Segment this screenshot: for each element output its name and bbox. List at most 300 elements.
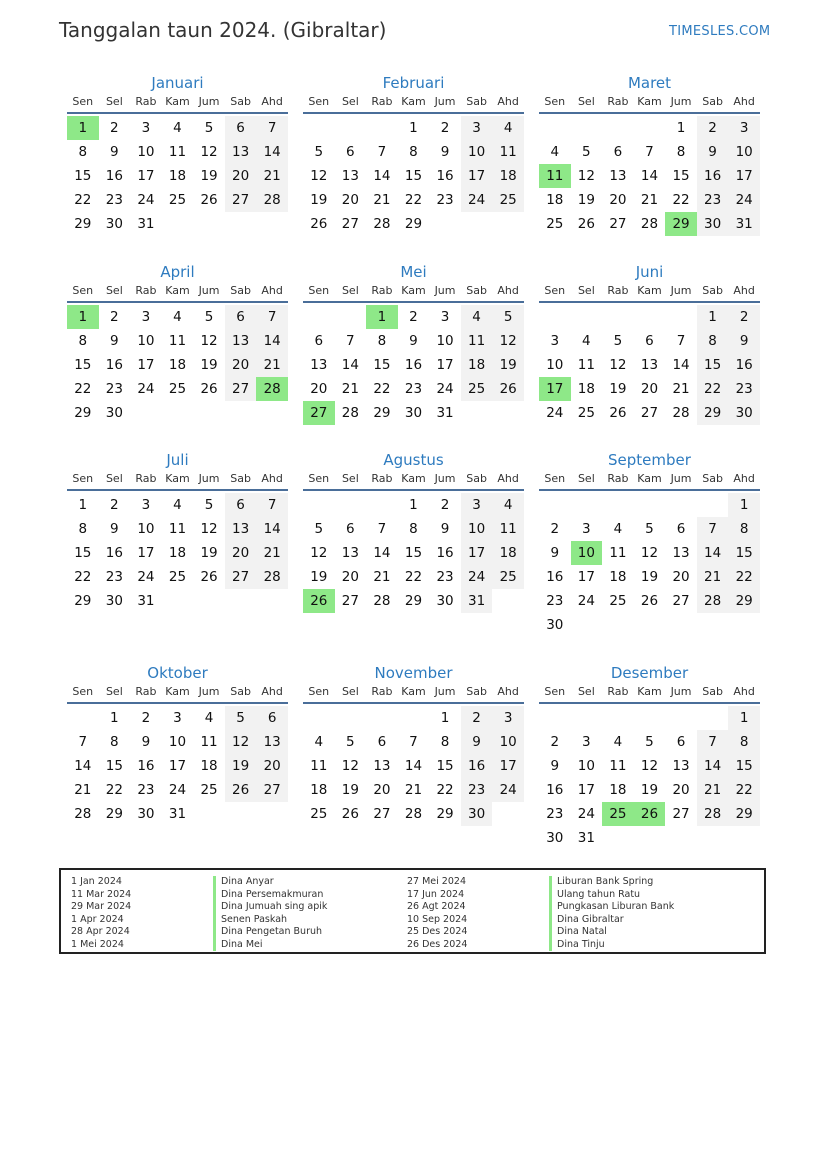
day-cell[interactable]: 25 — [310, 806, 328, 822]
day-cell[interactable]: 11 — [168, 521, 187, 537]
day-cell[interactable]: 23 — [105, 381, 123, 397]
day-cell[interactable]: 10 — [137, 521, 155, 537]
day-cell[interactable]: 1 — [728, 493, 760, 517]
day-cell[interactable]: 7 — [676, 333, 686, 349]
day-cell[interactable]: 12 — [310, 545, 328, 561]
day-cell[interactable]: 23 — [436, 569, 454, 585]
day-cell[interactable]: 31 — [168, 806, 187, 822]
day-cell[interactable]: 27 — [672, 806, 690, 822]
day-cell[interactable]: 30 — [546, 830, 564, 846]
day-cell[interactable]: 19 — [200, 168, 218, 184]
day-cell[interactable]: 11 — [492, 140, 524, 164]
day-cell[interactable]: 22 — [728, 778, 760, 802]
day-cell[interactable]: 20 — [672, 782, 690, 798]
day-cell[interactable]: 23 — [105, 192, 123, 208]
day-cell[interactable]: 13 — [225, 140, 257, 164]
day-cell[interactable]: 21 — [256, 353, 288, 377]
day-cell[interactable]: 17 — [728, 164, 760, 188]
day-cell[interactable]: 5 — [204, 309, 214, 325]
day-cell[interactable]: 8 — [440, 734, 450, 750]
day-cell[interactable]: 28 — [373, 593, 391, 609]
day-cell[interactable]: 1 — [409, 497, 418, 513]
day-cell[interactable]: 10 — [168, 734, 187, 750]
day-cell[interactable]: 2 — [550, 521, 560, 537]
day-cell[interactable]: 14 — [373, 545, 391, 561]
day-cell[interactable]: 2 — [110, 120, 119, 136]
day-cell[interactable]: 20 — [310, 381, 328, 397]
day-cell[interactable]: 27 — [225, 565, 257, 589]
day-cell[interactable]: 24 — [461, 188, 493, 212]
day-cell[interactable]: 14 — [74, 758, 92, 774]
day-cell[interactable]: 7 — [256, 116, 288, 140]
day-cell[interactable]: 4 — [492, 493, 524, 517]
day-cell[interactable]: 4 — [173, 120, 182, 136]
day-cell[interactable]: 26 — [225, 778, 257, 802]
day-cell[interactable]: 15 — [436, 758, 454, 774]
day-cell[interactable]: 20 — [373, 782, 391, 798]
day-cell[interactable]: 7 — [78, 734, 88, 750]
holiday-day-cell[interactable]: 26 — [303, 589, 335, 613]
day-cell[interactable]: 7 — [256, 305, 288, 329]
day-cell[interactable]: 26 — [609, 405, 627, 421]
day-cell[interactable]: 15 — [404, 168, 423, 184]
day-cell[interactable]: 21 — [341, 381, 359, 397]
day-cell[interactable]: 12 — [200, 521, 218, 537]
day-cell[interactable]: 31 — [728, 212, 760, 236]
day-cell[interactable]: 2 — [461, 706, 493, 730]
day-cell[interactable]: 1 — [676, 120, 686, 136]
day-cell[interactable]: 28 — [697, 589, 729, 613]
day-cell[interactable]: 28 — [640, 216, 659, 232]
day-cell[interactable]: 6 — [377, 734, 387, 750]
holiday-day-cell[interactable]: 1 — [67, 305, 99, 329]
day-cell[interactable]: 8 — [409, 521, 418, 537]
day-cell[interactable]: 18 — [168, 357, 187, 373]
day-cell[interactable]: 17 — [137, 357, 155, 373]
day-cell[interactable]: 20 — [225, 353, 257, 377]
day-cell[interactable]: 19 — [310, 192, 328, 208]
day-cell[interactable]: 24 — [461, 565, 493, 589]
day-cell[interactable]: 29 — [404, 216, 423, 232]
day-cell[interactable]: 13 — [341, 168, 359, 184]
day-cell[interactable]: 4 — [550, 144, 560, 160]
day-cell[interactable]: 17 — [577, 569, 595, 585]
day-cell[interactable]: 8 — [78, 333, 88, 349]
day-cell[interactable]: 24 — [137, 569, 155, 585]
day-cell[interactable]: 19 — [225, 754, 257, 778]
day-cell[interactable]: 5 — [645, 734, 654, 750]
day-cell[interactable]: 24 — [577, 806, 595, 822]
day-cell[interactable]: 18 — [609, 782, 627, 798]
day-cell[interactable]: 25 — [200, 782, 218, 798]
day-cell[interactable]: 24 — [577, 593, 595, 609]
day-cell[interactable]: 10 — [577, 758, 595, 774]
day-cell[interactable]: 23 — [137, 782, 155, 798]
day-cell[interactable]: 2 — [728, 305, 760, 329]
day-cell[interactable]: 8 — [697, 329, 729, 353]
day-cell[interactable]: 26 — [200, 192, 218, 208]
day-cell[interactable]: 17 — [168, 758, 187, 774]
day-cell[interactable]: 25 — [492, 188, 524, 212]
day-cell[interactable]: 18 — [609, 569, 627, 585]
day-cell[interactable]: 1 — [440, 710, 450, 726]
day-cell[interactable]: 31 — [137, 593, 155, 609]
day-cell[interactable]: 3 — [582, 734, 591, 750]
day-cell[interactable]: 13 — [225, 517, 257, 541]
day-cell[interactable]: 2 — [409, 309, 418, 325]
day-cell[interactable]: 3 — [141, 120, 151, 136]
day-cell[interactable]: 3 — [440, 309, 450, 325]
day-cell[interactable]: 26 — [640, 593, 659, 609]
day-cell[interactable]: 19 — [200, 545, 218, 561]
day-cell[interactable]: 5 — [314, 144, 324, 160]
day-cell[interactable]: 9 — [110, 521, 119, 537]
day-cell[interactable]: 21 — [74, 782, 92, 798]
day-cell[interactable]: 14 — [341, 357, 359, 373]
day-cell[interactable]: 1 — [78, 497, 88, 513]
day-cell[interactable]: 14 — [256, 329, 288, 353]
day-cell[interactable]: 21 — [697, 778, 729, 802]
day-cell[interactable]: 24 — [137, 381, 155, 397]
day-cell[interactable]: 16 — [105, 357, 123, 373]
day-cell[interactable]: 10 — [728, 140, 760, 164]
day-cell[interactable]: 13 — [225, 329, 257, 353]
day-cell[interactable]: 1 — [728, 706, 760, 730]
day-cell[interactable]: 8 — [110, 734, 119, 750]
day-cell[interactable]: 16 — [728, 353, 760, 377]
day-cell[interactable]: 7 — [697, 730, 729, 754]
day-cell[interactable]: 13 — [256, 730, 288, 754]
day-cell[interactable]: 2 — [141, 710, 151, 726]
day-cell[interactable]: 7 — [346, 333, 355, 349]
day-cell[interactable]: 6 — [676, 734, 686, 750]
day-cell[interactable]: 8 — [78, 521, 88, 537]
day-cell[interactable]: 7 — [409, 734, 418, 750]
day-cell[interactable]: 23 — [436, 192, 454, 208]
day-cell[interactable]: 1 — [409, 120, 418, 136]
day-cell[interactable]: 3 — [461, 116, 493, 140]
day-cell[interactable]: 26 — [200, 569, 218, 585]
day-cell[interactable]: 11 — [461, 329, 493, 353]
day-cell[interactable]: 6 — [314, 333, 324, 349]
day-cell[interactable]: 24 — [168, 782, 187, 798]
day-cell[interactable]: 8 — [377, 333, 387, 349]
day-cell[interactable]: 5 — [314, 521, 324, 537]
holiday-day-cell[interactable]: 17 — [539, 377, 571, 401]
day-cell[interactable]: 15 — [404, 545, 423, 561]
day-cell[interactable]: 13 — [609, 168, 627, 184]
day-cell[interactable]: 6 — [346, 521, 355, 537]
day-cell[interactable]: 28 — [341, 405, 359, 421]
day-cell[interactable]: 29 — [74, 216, 92, 232]
day-cell[interactable]: 15 — [74, 168, 92, 184]
day-cell[interactable]: 20 — [341, 569, 359, 585]
day-cell[interactable]: 20 — [672, 569, 690, 585]
day-cell[interactable]: 2 — [697, 116, 729, 140]
day-cell[interactable]: 18 — [461, 353, 493, 377]
day-cell[interactable]: 2 — [110, 497, 119, 513]
day-cell[interactable]: 14 — [697, 754, 729, 778]
day-cell[interactable]: 21 — [640, 192, 659, 208]
day-cell[interactable]: 5 — [204, 497, 214, 513]
day-cell[interactable]: 16 — [436, 545, 454, 561]
day-cell[interactable]: 27 — [341, 216, 359, 232]
day-cell[interactable]: 27 — [373, 806, 391, 822]
day-cell[interactable]: 15 — [74, 545, 92, 561]
day-cell[interactable]: 16 — [404, 357, 423, 373]
day-cell[interactable]: 21 — [373, 569, 391, 585]
day-cell[interactable]: 13 — [373, 758, 391, 774]
day-cell[interactable]: 23 — [404, 381, 423, 397]
day-cell[interactable]: 5 — [492, 305, 524, 329]
day-cell[interactable]: 2 — [550, 734, 560, 750]
day-cell[interactable]: 6 — [256, 706, 288, 730]
day-cell[interactable]: 9 — [141, 734, 151, 750]
day-cell[interactable]: 10 — [461, 517, 493, 541]
day-cell[interactable]: 7 — [377, 521, 387, 537]
day-cell[interactable]: 3 — [141, 309, 151, 325]
day-cell[interactable]: 13 — [341, 545, 359, 561]
day-cell[interactable]: 30 — [436, 593, 454, 609]
day-cell[interactable]: 26 — [341, 806, 359, 822]
day-cell[interactable]: 22 — [697, 377, 729, 401]
day-cell[interactable]: 15 — [697, 353, 729, 377]
day-cell[interactable]: 22 — [74, 569, 92, 585]
day-cell[interactable]: 11 — [310, 758, 328, 774]
day-cell[interactable]: 28 — [672, 405, 690, 421]
day-cell[interactable]: 5 — [204, 120, 214, 136]
day-cell[interactable]: 6 — [645, 333, 654, 349]
day-cell[interactable]: 4 — [314, 734, 324, 750]
day-cell[interactable]: 8 — [409, 144, 418, 160]
day-cell[interactable]: 4 — [173, 497, 182, 513]
day-cell[interactable]: 11 — [577, 357, 595, 373]
day-cell[interactable]: 13 — [640, 357, 659, 373]
day-cell[interactable]: 17 — [137, 545, 155, 561]
holiday-day-cell[interactable]: 28 — [256, 377, 288, 401]
day-cell[interactable]: 4 — [613, 521, 623, 537]
day-cell[interactable]: 6 — [225, 116, 257, 140]
day-cell[interactable]: 4 — [173, 309, 182, 325]
day-cell[interactable]: 19 — [200, 357, 218, 373]
day-cell[interactable]: 19 — [640, 569, 659, 585]
day-cell[interactable]: 25 — [168, 569, 187, 585]
day-cell[interactable]: 18 — [168, 168, 187, 184]
day-cell[interactable]: 3 — [728, 116, 760, 140]
day-cell[interactable]: 12 — [492, 329, 524, 353]
day-cell[interactable]: 19 — [492, 353, 524, 377]
day-cell[interactable]: 21 — [672, 381, 690, 397]
day-cell[interactable]: 18 — [492, 164, 524, 188]
day-cell[interactable]: 21 — [256, 541, 288, 565]
day-cell[interactable]: 3 — [550, 333, 560, 349]
day-cell[interactable]: 26 — [577, 216, 595, 232]
day-cell[interactable]: 9 — [697, 140, 729, 164]
day-cell[interactable]: 17 — [436, 357, 454, 373]
day-cell[interactable]: 31 — [137, 216, 155, 232]
day-cell[interactable]: 24 — [546, 405, 564, 421]
day-cell[interactable]: 6 — [676, 521, 686, 537]
day-cell[interactable]: 20 — [225, 541, 257, 565]
day-cell[interactable]: 9 — [461, 730, 493, 754]
day-cell[interactable]: 11 — [609, 758, 627, 774]
day-cell[interactable]: 2 — [110, 309, 119, 325]
day-cell[interactable]: 14 — [640, 168, 659, 184]
day-cell[interactable]: 16 — [105, 545, 123, 561]
day-cell[interactable]: 10 — [137, 333, 155, 349]
day-cell[interactable]: 29 — [436, 806, 454, 822]
day-cell[interactable]: 21 — [404, 782, 423, 798]
day-cell[interactable]: 6 — [613, 144, 623, 160]
day-cell[interactable]: 28 — [74, 806, 92, 822]
day-cell[interactable]: 9 — [550, 545, 560, 561]
day-cell[interactable]: 14 — [256, 140, 288, 164]
day-cell[interactable]: 12 — [341, 758, 359, 774]
day-cell[interactable]: 22 — [404, 569, 423, 585]
day-cell[interactable]: 1 — [697, 305, 729, 329]
day-cell[interactable]: 30 — [105, 405, 123, 421]
day-cell[interactable]: 8 — [78, 144, 88, 160]
day-cell[interactable]: 18 — [310, 782, 328, 798]
day-cell[interactable]: 29 — [74, 405, 92, 421]
day-cell[interactable]: 14 — [404, 758, 423, 774]
day-cell[interactable]: 14 — [672, 357, 690, 373]
day-cell[interactable]: 12 — [200, 333, 218, 349]
day-cell[interactable]: 31 — [577, 830, 595, 846]
day-cell[interactable]: 21 — [256, 164, 288, 188]
day-cell[interactable]: 4 — [204, 710, 214, 726]
day-cell[interactable]: 24 — [436, 381, 454, 397]
day-cell[interactable]: 15 — [728, 754, 760, 778]
day-cell[interactable]: 19 — [310, 569, 328, 585]
day-cell[interactable]: 17 — [461, 164, 493, 188]
day-cell[interactable]: 30 — [105, 593, 123, 609]
day-cell[interactable]: 12 — [640, 545, 659, 561]
day-cell[interactable]: 17 — [461, 541, 493, 565]
day-cell[interactable]: 15 — [74, 357, 92, 373]
day-cell[interactable]: 9 — [110, 144, 119, 160]
day-cell[interactable]: 25 — [492, 565, 524, 589]
day-cell[interactable]: 21 — [697, 565, 729, 589]
day-cell[interactable]: 18 — [492, 541, 524, 565]
day-cell[interactable]: 14 — [697, 541, 729, 565]
day-cell[interactable]: 9 — [440, 521, 450, 537]
day-cell[interactable]: 11 — [609, 545, 627, 561]
day-cell[interactable]: 13 — [672, 758, 690, 774]
day-cell[interactable]: 29 — [373, 405, 391, 421]
day-cell[interactable]: 17 — [137, 168, 155, 184]
day-cell[interactable]: 30 — [461, 802, 493, 826]
day-cell[interactable]: 29 — [697, 401, 729, 425]
day-cell[interactable]: 31 — [461, 589, 493, 613]
day-cell[interactable]: 16 — [461, 754, 493, 778]
day-cell[interactable]: 25 — [609, 593, 627, 609]
day-cell[interactable]: 14 — [256, 517, 288, 541]
day-cell[interactable]: 2 — [440, 120, 450, 136]
day-cell[interactable]: 20 — [640, 381, 659, 397]
day-cell[interactable]: 29 — [728, 802, 760, 826]
day-cell[interactable]: 11 — [168, 333, 187, 349]
day-cell[interactable]: 3 — [141, 497, 151, 513]
day-cell[interactable]: 13 — [310, 357, 328, 373]
day-cell[interactable]: 15 — [373, 357, 391, 373]
day-cell[interactable]: 12 — [609, 357, 627, 373]
day-cell[interactable]: 28 — [256, 188, 288, 212]
day-cell[interactable]: 18 — [577, 381, 595, 397]
day-cell[interactable]: 28 — [404, 806, 423, 822]
day-cell[interactable]: 11 — [200, 734, 218, 750]
day-cell[interactable]: 6 — [225, 493, 257, 517]
day-cell[interactable]: 25 — [461, 377, 493, 401]
day-cell[interactable]: 23 — [461, 778, 493, 802]
day-cell[interactable]: 22 — [672, 192, 690, 208]
day-cell[interactable]: 24 — [137, 192, 155, 208]
day-cell[interactable]: 15 — [728, 541, 760, 565]
day-cell[interactable]: 16 — [697, 164, 729, 188]
day-cell[interactable]: 15 — [672, 168, 690, 184]
day-cell[interactable]: 25 — [546, 216, 564, 232]
day-cell[interactable]: 30 — [697, 212, 729, 236]
day-cell[interactable]: 3 — [461, 493, 493, 517]
day-cell[interactable]: 19 — [341, 782, 359, 798]
holiday-day-cell[interactable]: 27 — [303, 401, 335, 425]
day-cell[interactable]: 27 — [225, 188, 257, 212]
holiday-day-cell[interactable]: 29 — [665, 212, 697, 236]
holiday-day-cell[interactable]: 10 — [571, 541, 603, 565]
day-cell[interactable]: 25 — [577, 405, 595, 421]
day-cell[interactable]: 27 — [256, 778, 288, 802]
day-cell[interactable]: 29 — [105, 806, 123, 822]
day-cell[interactable]: 23 — [546, 806, 564, 822]
day-cell[interactable]: 20 — [609, 192, 627, 208]
day-cell[interactable]: 25 — [168, 381, 187, 397]
day-cell[interactable]: 10 — [137, 144, 155, 160]
day-cell[interactable]: 12 — [200, 144, 218, 160]
holiday-day-cell[interactable]: 25 — [602, 802, 634, 826]
day-cell[interactable]: 18 — [168, 545, 187, 561]
day-cell[interactable]: 10 — [461, 140, 493, 164]
day-cell[interactable]: 29 — [404, 593, 423, 609]
day-cell[interactable]: 13 — [672, 545, 690, 561]
day-cell[interactable]: 16 — [436, 168, 454, 184]
day-cell[interactable]: 20 — [225, 164, 257, 188]
day-cell[interactable]: 4 — [461, 305, 493, 329]
day-cell[interactable]: 2 — [440, 497, 450, 513]
day-cell[interactable]: 9 — [409, 333, 418, 349]
day-cell[interactable]: 18 — [200, 758, 218, 774]
day-cell[interactable]: 27 — [341, 593, 359, 609]
day-cell[interactable]: 30 — [546, 617, 564, 633]
day-cell[interactable]: 27 — [640, 405, 659, 421]
day-cell[interactable]: 21 — [373, 192, 391, 208]
day-cell[interactable]: 7 — [697, 517, 729, 541]
day-cell[interactable]: 16 — [137, 758, 155, 774]
day-cell[interactable]: 7 — [645, 144, 654, 160]
day-cell[interactable]: 20 — [256, 754, 288, 778]
day-cell[interactable]: 9 — [110, 333, 119, 349]
day-cell[interactable]: 5 — [225, 706, 257, 730]
day-cell[interactable]: 29 — [74, 593, 92, 609]
day-cell[interactable]: 4 — [492, 116, 524, 140]
day-cell[interactable]: 26 — [492, 377, 524, 401]
brand-link[interactable]: TIMESLES.COM — [669, 24, 771, 39]
day-cell[interactable]: 5 — [346, 734, 355, 750]
day-cell[interactable]: 20 — [341, 192, 359, 208]
day-cell[interactable]: 27 — [225, 377, 257, 401]
day-cell[interactable]: 6 — [225, 305, 257, 329]
day-cell[interactable]: 23 — [546, 593, 564, 609]
holiday-day-cell[interactable]: 1 — [67, 116, 99, 140]
